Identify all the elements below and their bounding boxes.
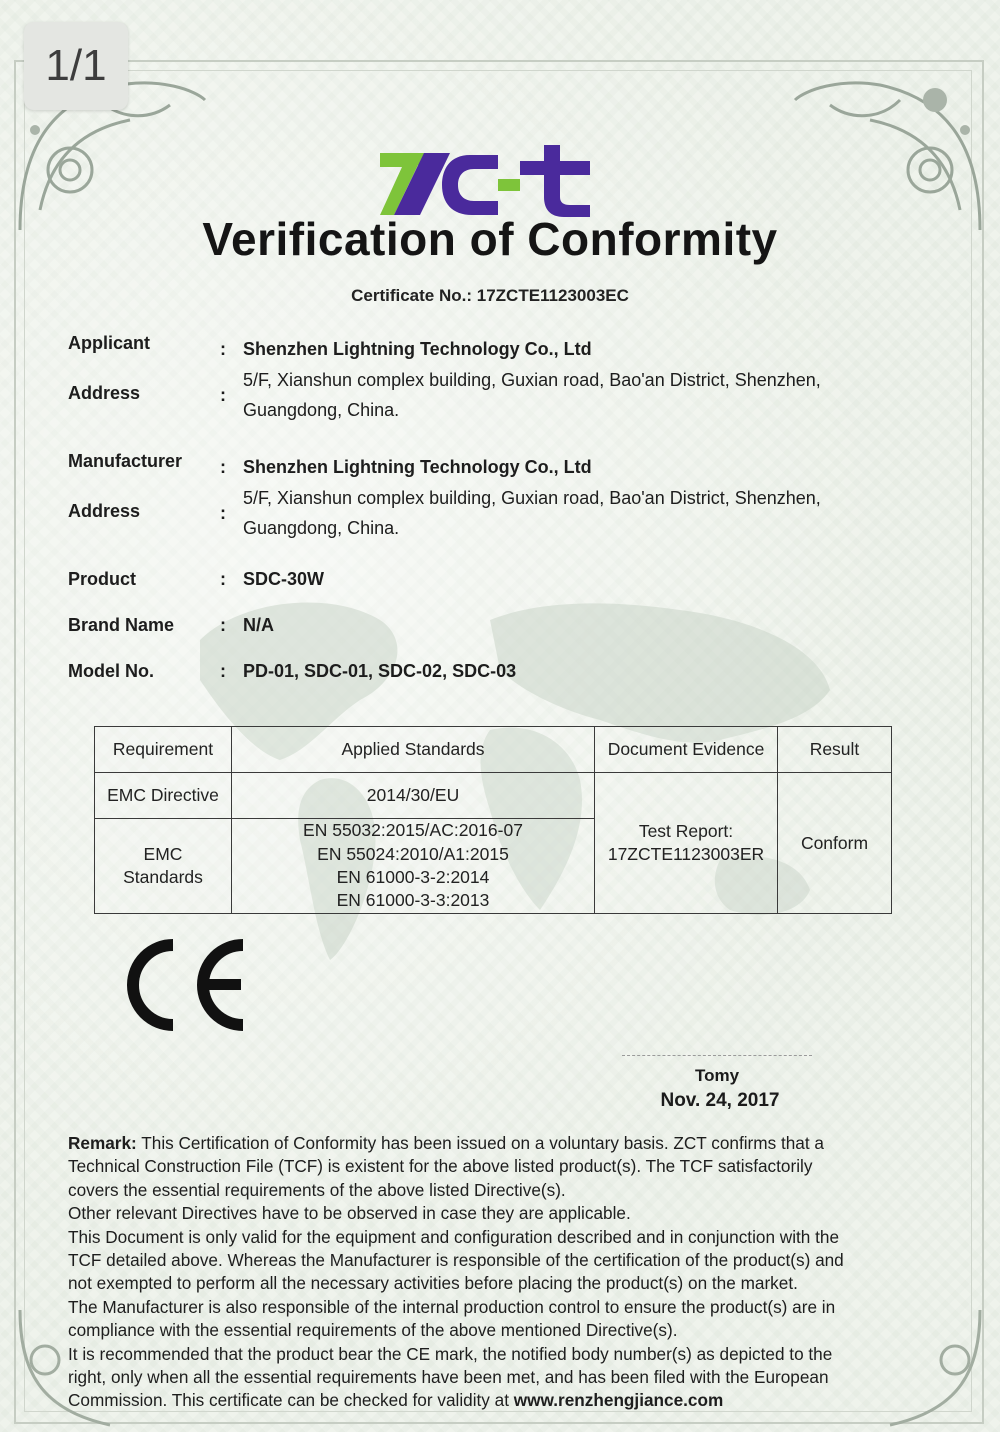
manufacturer-colon: :	[220, 457, 226, 477]
manufacturer-value: Shenzhen Lightning Technology Co., Ltd	[243, 457, 592, 477]
applicant-address-line1: 5/F, Xianshun complex building, Guxian road, Bao'an District, Shenzhen,	[243, 370, 821, 390]
standards-table	[94, 726, 892, 914]
table-header-row	[95, 727, 892, 773]
applicant-value: Shenzhen Lightning Technology Co., Ltd	[243, 339, 592, 359]
evidence-report-number: 17ZCTE1123003ER	[607, 844, 765, 865]
manufacturer-address-colon: :	[220, 503, 226, 523]
standard-item: EN 61000-3-2:2014	[336, 867, 490, 888]
requirement-emc-standards	[95, 819, 232, 914]
product-value: SDC-30W	[243, 569, 325, 589]
brand-name-label: Brand Name	[68, 615, 175, 635]
product-colon: :	[220, 569, 226, 589]
header-requirement: Requirement	[95, 727, 232, 773]
standard-item: EN 61000-3-3:2013	[336, 890, 490, 911]
brand-name-value: N/A	[243, 615, 274, 635]
document-evidence-cell	[595, 773, 778, 914]
evidence-label: Test Report:	[638, 821, 734, 842]
signature-date: Nov. 24, 2017	[660, 1090, 780, 1111]
remark-line: This Document is only valid for the equipment and configuration described and in conjunction with the	[68, 1226, 840, 1247]
applicant-label: Applicant	[68, 333, 151, 353]
remark-line	[68, 1132, 908, 1155]
model-number-colon: :	[220, 661, 226, 681]
certificate-number: 17ZCTE1123003EC	[476, 286, 629, 305]
remark-line: compliance with the essential requirements of the above mentioned Directive(s).	[68, 1320, 678, 1341]
applicant-address-label: Address	[68, 383, 141, 403]
requirement-emc-directive: EMC Directive	[95, 773, 232, 819]
brand-name-colon: :	[220, 615, 226, 635]
remark-text: This Certification of Conformity has been issued on a voluntary basis. ZCT confirms that a	[136, 1133, 824, 1153]
header-result: Result	[778, 727, 892, 773]
signer-name: Tomy	[694, 1066, 740, 1085]
signature-line	[622, 1055, 812, 1056]
remarks-section	[68, 1132, 908, 1413]
ce-mark	[115, 935, 250, 1035]
manufacturer-address-line1: 5/F, Xianshun complex building, Guxian road, Bao'an District, Shenzhen,	[243, 488, 821, 508]
model-number-label: Model No.	[68, 661, 154, 681]
page-indicator: 1/1	[24, 22, 128, 110]
remark-text: Commission. This certificate can be checked for validity at	[68, 1390, 514, 1411]
remark-line	[68, 1389, 908, 1412]
certificate-number-label: Certificate No.:	[351, 286, 473, 305]
product-label: Product	[68, 569, 137, 589]
remark-line: Technical Construction File (TCF) is existent for the above listed product(s). The TCF satisfactorily	[68, 1156, 813, 1177]
applicant-colon: :	[220, 339, 226, 359]
header-document-evidence: Document Evidence	[595, 727, 778, 773]
standard-directive: 2014/30/EU	[232, 773, 595, 819]
applicant-address-line2: Guangdong, China.	[243, 400, 400, 420]
manufacturer-address-line2: Guangdong, China.	[243, 518, 400, 538]
validity-url[interactable]: www.renzhengjiance.com	[513, 1390, 724, 1411]
remark-label: Remark:	[68, 1133, 137, 1153]
remark-line: covers the essential requirements of the above listed Directive(s).	[68, 1179, 566, 1200]
manufacturer-address-label: Address	[68, 501, 141, 521]
header-applied-standards: Applied Standards	[232, 727, 595, 773]
model-number-value: PD-01, SDC-01, SDC-02, SDC-03	[243, 661, 517, 681]
remark-line: TCF detailed above. Whereas the Manufacturer is responsible of the certification of the product(s) and	[68, 1250, 844, 1271]
remark-line: The Manufacturer is also responsible of the internal production control to ensure the product(s) are in	[68, 1296, 836, 1317]
requirement-line: Standards	[123, 867, 203, 888]
remark-line: It is recommended that the product bear the CE mark, the notified body number(s) as depicted to the	[68, 1343, 833, 1364]
standards-list-cell	[232, 819, 595, 914]
table-row	[95, 773, 892, 819]
standard-item: EN 55024:2010/A1:2015	[317, 843, 509, 864]
manufacturer-label: Manufacturer	[68, 451, 183, 471]
manufacturer-address-value	[243, 483, 863, 543]
document-title: Verification of Conformity	[202, 213, 778, 265]
certificate-number-line	[0, 286, 990, 306]
result-cell: Conform	[778, 773, 892, 914]
requirement-line: EMC	[143, 844, 183, 865]
remark-line: not exempted to perform all the necessary activities before placing the product(s) on the market.	[68, 1273, 798, 1294]
applicant-address-colon: :	[220, 385, 226, 405]
applicant-address-value	[243, 365, 863, 425]
remark-line: right, only when all the essential requirements have been met, and has been filed with the European	[68, 1367, 829, 1388]
standard-item: EN 55032:2015/AC:2016-07	[303, 820, 523, 841]
remark-line: Other relevant Directives have to be observed in case they are applicable.	[68, 1203, 631, 1224]
